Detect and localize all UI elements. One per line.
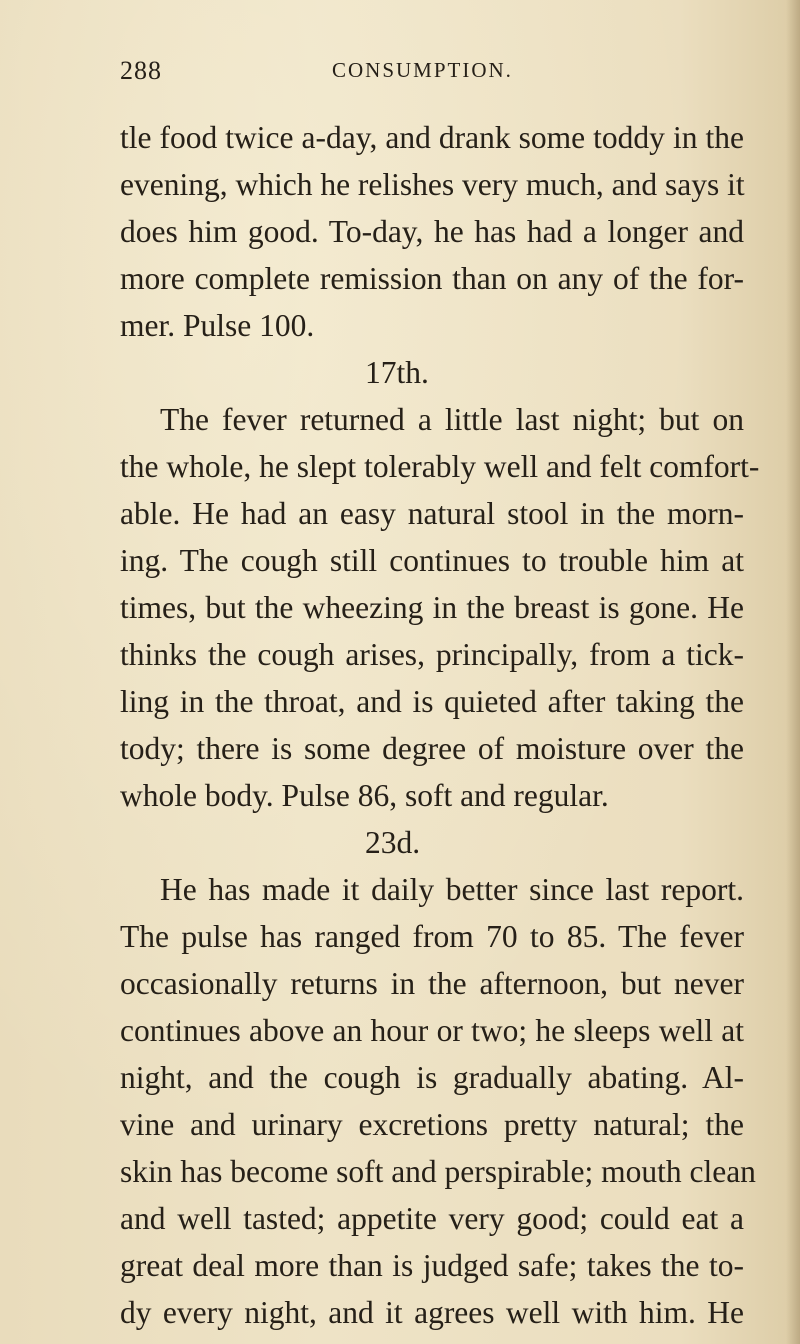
text-line: whole body. Pulse 86, soft and regular. (120, 778, 609, 813)
text-line: skin has become soft and perspirable; mouth clean (120, 1154, 756, 1189)
text-line: He has made it daily better since last report. (160, 872, 744, 907)
text-line: The fever returned a little last night; but on (160, 402, 744, 437)
text-line: tle food twice a-day, and drank some toddy in the (120, 120, 744, 155)
text-line: tody; there is some degree of moisture over the (120, 731, 744, 766)
page-gutter-shadow (786, 0, 800, 1344)
text-line: ling in the throat, and is quieted after taking the (120, 684, 744, 719)
body-text (120, 114, 760, 1336)
text-line: evening, which he relishes very much, and says it (120, 167, 745, 202)
text-line: thinks the cough arises, principally, from a tick- (120, 637, 744, 672)
text-line: vine and urinary excretions pretty natural; the (120, 1107, 744, 1142)
text-line: mer. Pulse 100. (120, 308, 315, 343)
entry-date: 23d. (365, 825, 421, 860)
text-line: continues above an hour or two; he sleeps well at (120, 1013, 744, 1048)
text-line: times, but the wheezing in the breast is gone. He (120, 590, 744, 625)
text-line: the whole, he slept tolerably well and felt comfort- (120, 449, 760, 484)
text-line: The pulse has ranged from 70 to 85. The fever (120, 919, 744, 954)
text-line: more complete remission than on any of the for- (120, 261, 744, 296)
text-line: able. He had an easy natural stool in the morn- (120, 496, 744, 531)
running-head: CONSUMPTION. (332, 58, 513, 82)
text-line: night, and the cough is gradually abating. Al- (120, 1060, 744, 1095)
text-line: great deal more than is judged safe; takes the to- (120, 1248, 744, 1283)
text-line: dy every night, and it agrees well with him. He (120, 1295, 744, 1330)
page-header (120, 50, 740, 90)
text-line: does him good. To-day, he has had a longer and (120, 214, 744, 249)
text-line: and well tasted; appetite very good; could eat a (120, 1201, 744, 1236)
entry-date: 17th. (365, 355, 429, 390)
text-line: ing. The cough still continues to trouble him at (120, 543, 744, 578)
page-number: 288 (120, 56, 162, 85)
text-line: occasionally returns in the afternoon, but never (120, 966, 744, 1001)
